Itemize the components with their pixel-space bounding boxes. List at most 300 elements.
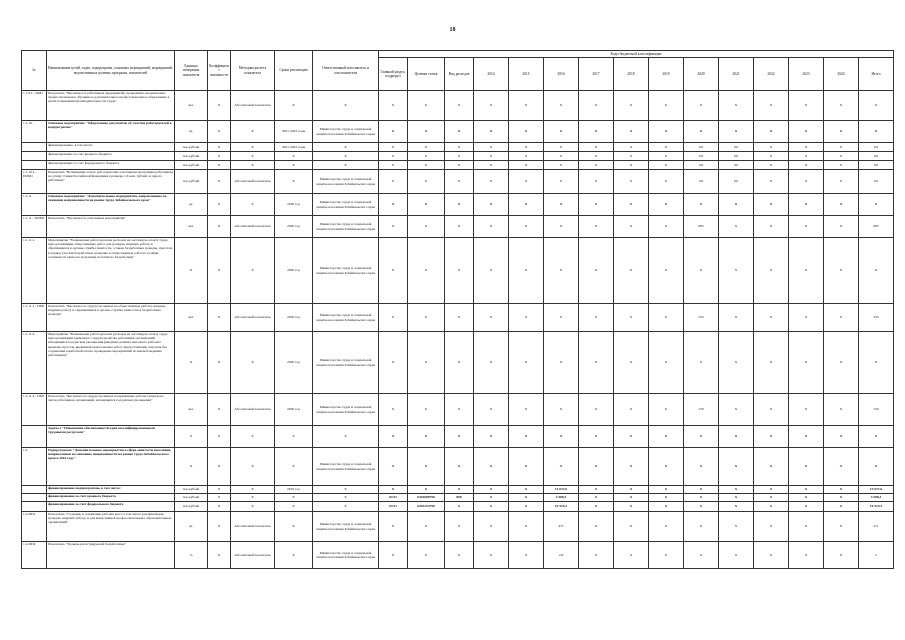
row-cell: X bbox=[379, 152, 408, 161]
row-cell: X bbox=[754, 194, 789, 216]
row-cell: X bbox=[231, 152, 275, 161]
row-cell: X bbox=[754, 486, 789, 494]
row-cell: X bbox=[313, 494, 379, 502]
row-cell: X bbox=[445, 238, 474, 304]
row-cell: X bbox=[275, 91, 313, 121]
header-method: Методика расчета показателя bbox=[231, 51, 275, 91]
row-cell: X bbox=[824, 152, 859, 161]
row-cell: X bbox=[684, 486, 719, 494]
header-year: 2018 bbox=[614, 58, 649, 91]
row-cell: 2020 год bbox=[275, 216, 313, 238]
row-cell: X bbox=[445, 512, 474, 542]
row-cell: X bbox=[474, 394, 509, 426]
row-cell: X bbox=[649, 170, 684, 194]
row-cell: X bbox=[313, 161, 379, 170]
row-cell: X bbox=[544, 448, 579, 486]
row-cell: 0,0 bbox=[719, 170, 754, 194]
row-cell: X bbox=[824, 542, 859, 569]
row-cell: 2020 год bbox=[275, 332, 313, 394]
row-cell: X bbox=[445, 170, 474, 194]
row-cell: чел. bbox=[175, 91, 208, 121]
row-cell: X bbox=[789, 194, 824, 216]
row-cell: X bbox=[579, 448, 614, 486]
row-cell: 4 508,3 bbox=[544, 494, 579, 502]
row-cell: X bbox=[208, 194, 231, 216]
row-cell: X bbox=[275, 448, 313, 486]
row-cell: X bbox=[754, 238, 789, 304]
row-cell: X bbox=[754, 394, 789, 426]
row-number bbox=[22, 502, 47, 512]
row-cell: X bbox=[509, 216, 544, 238]
row-name: Основное мероприятие "Оформление документов об участии работодателей в подпрограмме" bbox=[47, 121, 175, 143]
row-cell: X bbox=[379, 238, 408, 304]
row-cell: X bbox=[509, 502, 544, 512]
row-cell: X bbox=[754, 304, 789, 332]
row-name: финансирование, в том числе: bbox=[47, 143, 175, 152]
row-cell: X bbox=[789, 494, 824, 502]
row-cell: X bbox=[509, 512, 544, 542]
row-cell: X bbox=[379, 161, 408, 170]
row-cell: 0,0 bbox=[859, 152, 894, 161]
row-cell: X bbox=[859, 448, 894, 486]
row-cell: X bbox=[824, 143, 859, 152]
row-cell: X bbox=[445, 542, 474, 569]
row-cell: X bbox=[719, 426, 754, 448]
row-cell: 04 01 bbox=[379, 494, 408, 502]
table-row bbox=[22, 216, 894, 238]
row-number: 1.1.11.1.- ПМ1 bbox=[22, 304, 47, 332]
row-cell: X bbox=[231, 486, 275, 494]
table-row bbox=[22, 394, 894, 426]
row-cell: X bbox=[824, 494, 859, 502]
row-cell: X bbox=[649, 91, 684, 121]
row-cell: X bbox=[175, 238, 208, 304]
row-cell: X bbox=[649, 486, 684, 494]
header-responsible: Ответственный исполнитель и соисполнители bbox=[313, 51, 379, 91]
row-cell: X bbox=[509, 152, 544, 161]
row-number bbox=[22, 486, 47, 494]
row-cell: X bbox=[649, 332, 684, 394]
row-cell: X bbox=[379, 448, 408, 486]
row-cell: X bbox=[579, 216, 614, 238]
row-cell: X bbox=[208, 304, 231, 332]
row-cell: X bbox=[408, 542, 445, 569]
row-cell: X bbox=[231, 143, 275, 152]
row-cell: 2016 год bbox=[275, 486, 313, 494]
row-cell: X bbox=[445, 304, 474, 332]
row-name: Показатель "Возмещение затрат работодателям участникам программы работникам на сумму ставки Российской Федерации в размере 1,6 млн. рублей за одного работника" bbox=[47, 170, 175, 194]
row-cell: тыс.рублей bbox=[175, 494, 208, 502]
row-cell: 2,6 bbox=[544, 542, 579, 569]
row-name: Задача 2 "Повышение обеспеченности края квалифицированными трудовыми ресурсами" bbox=[47, 426, 175, 448]
header-no: № bbox=[22, 51, 47, 91]
row-cell: X bbox=[544, 304, 579, 332]
row-cell: X bbox=[824, 448, 859, 486]
row-cell: X bbox=[408, 426, 445, 448]
row-cell: X bbox=[579, 426, 614, 448]
row-name: Показатель "Создание и оснащение рабочих мест, в том числе для инвалидов, граждан, ищущих работу, и для выпускников профессиональных образовательных организаций" bbox=[47, 512, 175, 542]
row-cell: X bbox=[509, 161, 544, 170]
header-year: 2016 bbox=[544, 58, 579, 91]
row-cell: X bbox=[754, 152, 789, 161]
row-cell: X bbox=[824, 216, 859, 238]
row-cell: 2020 год bbox=[275, 304, 313, 332]
row-cell: Абсолютный показатель bbox=[231, 542, 275, 569]
row-cell: X bbox=[509, 91, 544, 121]
row-cell: X bbox=[231, 121, 275, 143]
row-cell: X bbox=[208, 426, 231, 448]
header-year: 2019 bbox=[649, 58, 684, 91]
row-cell: X bbox=[313, 426, 379, 448]
row-cell: X bbox=[175, 332, 208, 394]
table-row bbox=[22, 152, 894, 161]
row-cell: Министерство труда и социальной защиты населения Забайкальского края bbox=[313, 394, 379, 426]
row-cell: X bbox=[614, 448, 649, 486]
row-cell: X bbox=[684, 121, 719, 143]
row-cell: X bbox=[649, 512, 684, 542]
row-cell: X bbox=[754, 448, 789, 486]
row-cell: X bbox=[445, 394, 474, 426]
row-cell: X bbox=[408, 194, 445, 216]
row-cell: X bbox=[408, 161, 445, 170]
row-cell: X bbox=[579, 238, 614, 304]
row-cell: X bbox=[275, 426, 313, 448]
table-row bbox=[22, 502, 894, 512]
row-cell: X bbox=[208, 542, 231, 569]
row-cell: X bbox=[408, 91, 445, 121]
row-name: Показатель "Численность трудоустроенных на временные работы граждан из числа работников организаций, находящихся под риском увольнения" bbox=[47, 394, 175, 426]
row-cell: X bbox=[408, 332, 445, 394]
row-cell: чел. bbox=[175, 394, 208, 426]
row-cell: X bbox=[754, 91, 789, 121]
row-cell: X bbox=[474, 494, 509, 502]
table-row bbox=[22, 143, 894, 152]
row-cell: X bbox=[859, 121, 894, 143]
table-row bbox=[22, 512, 894, 542]
row-cell: X bbox=[824, 161, 859, 170]
row-cell: X bbox=[445, 161, 474, 170]
row-cell: 0410000790 bbox=[408, 494, 445, 502]
table-row bbox=[22, 304, 894, 332]
row-name: финансирование за счет краевого бюджета bbox=[47, 152, 175, 161]
row-cell: 535 bbox=[859, 304, 894, 332]
row-cell: X bbox=[719, 486, 754, 494]
row-cell: X bbox=[719, 91, 754, 121]
row-cell: X bbox=[789, 426, 824, 448]
row-cell: 2021-2022 годы bbox=[275, 121, 313, 143]
row-cell: X bbox=[408, 394, 445, 426]
row-cell: X bbox=[859, 194, 894, 216]
row-cell: 150 bbox=[859, 394, 894, 426]
row-cell: 2 bbox=[859, 542, 894, 569]
row-cell: X bbox=[719, 238, 754, 304]
header-year: 2015 bbox=[509, 58, 544, 91]
row-cell: X bbox=[231, 494, 275, 502]
row-cell: X bbox=[231, 502, 275, 512]
table-row bbox=[22, 448, 894, 486]
row-cell: X bbox=[474, 216, 509, 238]
row-cell: X bbox=[684, 426, 719, 448]
table-row bbox=[22, 194, 894, 216]
row-cell: X bbox=[649, 494, 684, 502]
row-cell: X bbox=[379, 332, 408, 394]
header-term: Сроки реализации bbox=[275, 51, 313, 91]
row-number: 1.2-ПП1 bbox=[22, 512, 47, 542]
row-number: 1.1.11.2.- ПМ1 bbox=[22, 394, 47, 426]
row-cell: X bbox=[544, 238, 579, 304]
row-cell: Министерство труда и социальной защиты населения Забайкальского края bbox=[313, 448, 379, 486]
row-cell: X bbox=[445, 121, 474, 143]
row-cell: 04 01 bbox=[379, 502, 408, 512]
row-cell: X bbox=[789, 332, 824, 394]
row-cell: X bbox=[824, 91, 859, 121]
row-cell: 10 519,3 bbox=[544, 502, 579, 512]
row-cell: Министерство труда и социальной защиты населения Забайкальского края bbox=[313, 332, 379, 394]
row-name: Подпрограмма "Дополнительные мероприятия в сфере занятости населения, направленные на снижение напряженности на рынке труда Забайкальского края в 2016 году" bbox=[47, 448, 175, 486]
row-cell: X bbox=[231, 194, 275, 216]
row-cell: X bbox=[408, 143, 445, 152]
row-cell: Министерство труда и социальной защиты населения Забайкальского края bbox=[313, 170, 379, 194]
row-cell: X bbox=[579, 332, 614, 394]
row-cell: X bbox=[649, 161, 684, 170]
row-cell: X bbox=[719, 332, 754, 394]
row-cell: X bbox=[313, 91, 379, 121]
row-cell: X bbox=[474, 486, 509, 494]
row-cell: X bbox=[649, 448, 684, 486]
row-cell: X bbox=[445, 216, 474, 238]
row-cell: X bbox=[379, 91, 408, 121]
row-cell: X bbox=[379, 143, 408, 152]
row-cell: X bbox=[719, 448, 754, 486]
row-cell: X bbox=[649, 426, 684, 448]
row-cell: X bbox=[445, 332, 474, 394]
row-cell: ед. bbox=[175, 121, 208, 143]
row-cell: X bbox=[474, 152, 509, 161]
row-cell: X bbox=[379, 194, 408, 216]
row-cell: X bbox=[275, 494, 313, 502]
row-cell: X bbox=[684, 542, 719, 569]
row-cell: Абсолютный показатель bbox=[231, 91, 275, 121]
row-cell: X bbox=[509, 448, 544, 486]
row-cell: X bbox=[614, 161, 649, 170]
row-cell: X bbox=[649, 194, 684, 216]
program-table bbox=[21, 50, 894, 569]
row-cell: X bbox=[544, 332, 579, 394]
row-cell: X bbox=[544, 143, 579, 152]
row-cell: X bbox=[445, 143, 474, 152]
row-cell: X bbox=[824, 486, 859, 494]
row-cell: 0,0 bbox=[719, 143, 754, 152]
row-cell: 150 bbox=[684, 394, 719, 426]
row-cell: X bbox=[474, 304, 509, 332]
row-cell: X bbox=[579, 512, 614, 542]
row-name: Основное мероприятие "Дополнительные мероприятия, направленные на снижение напряженности на рынке труда Забайкальского края" bbox=[47, 194, 175, 216]
row-cell: X bbox=[544, 170, 579, 194]
row-cell: X bbox=[649, 542, 684, 569]
row-cell: Абсолютный показатель bbox=[231, 304, 275, 332]
row-cell: X bbox=[313, 502, 379, 512]
header-year: Итого bbox=[859, 58, 894, 91]
row-cell: X bbox=[509, 121, 544, 143]
row-cell: 0,0 bbox=[859, 143, 894, 152]
row-cell: X bbox=[509, 304, 544, 332]
row-cell: X bbox=[208, 170, 231, 194]
row-cell: X bbox=[544, 161, 579, 170]
header-year: 2021 bbox=[719, 58, 754, 91]
header-year: 2020 bbox=[684, 58, 719, 91]
row-cell: X bbox=[474, 238, 509, 304]
row-cell: X bbox=[208, 502, 231, 512]
row-cell: X bbox=[544, 91, 579, 121]
row-cell: X bbox=[474, 426, 509, 448]
row-cell: X bbox=[754, 502, 789, 512]
row-cell: X bbox=[789, 448, 824, 486]
row-cell: X bbox=[408, 512, 445, 542]
row-cell: 0,0 bbox=[684, 143, 719, 152]
row-cell: X bbox=[614, 170, 649, 194]
row-cell: X bbox=[649, 304, 684, 332]
row-cell: ед. bbox=[175, 512, 208, 542]
row-cell: X bbox=[445, 152, 474, 161]
row-cell: X bbox=[509, 143, 544, 152]
row-cell: X bbox=[754, 143, 789, 152]
row-cell: X bbox=[614, 91, 649, 121]
row-cell: X bbox=[474, 170, 509, 194]
row-cell: X bbox=[208, 512, 231, 542]
header-target: Целевая статья bbox=[408, 58, 445, 91]
row-cell: 2020 год bbox=[275, 394, 313, 426]
row-cell: Министерство труда и социальной защиты населения Забайкальского края bbox=[313, 542, 379, 569]
row-cell: X bbox=[509, 238, 544, 304]
row-cell: X bbox=[509, 494, 544, 502]
row-cell: X bbox=[175, 448, 208, 486]
row-cell: X bbox=[789, 170, 824, 194]
row-name: Показатель "Уровень регистрируемой безработицы" bbox=[47, 542, 175, 569]
row-cell: X bbox=[231, 426, 275, 448]
row-cell: X bbox=[579, 170, 614, 194]
table-row bbox=[22, 170, 894, 194]
row-cell: X bbox=[614, 486, 649, 494]
row-cell: X bbox=[684, 512, 719, 542]
row-cell: X bbox=[408, 216, 445, 238]
row-cell: 2021-2022 годы bbox=[275, 143, 313, 152]
row-cell: X bbox=[208, 332, 231, 394]
row-cell: X bbox=[649, 216, 684, 238]
row-cell: X bbox=[684, 494, 719, 502]
row-cell: 471 bbox=[544, 512, 579, 542]
row-cell: X bbox=[614, 542, 649, 569]
row-cell: X bbox=[474, 121, 509, 143]
row-cell: X bbox=[824, 502, 859, 512]
row-cell: X bbox=[684, 502, 719, 512]
row-cell: X bbox=[509, 486, 544, 494]
row-cell: X bbox=[614, 502, 649, 512]
row-cell: X bbox=[474, 512, 509, 542]
header-year: 2024 bbox=[824, 58, 859, 91]
table-row bbox=[22, 494, 894, 502]
row-cell: X bbox=[824, 121, 859, 143]
row-cell: 800 bbox=[445, 494, 474, 502]
row-cell: X bbox=[313, 152, 379, 161]
row-cell: X bbox=[275, 512, 313, 542]
row-cell: X bbox=[208, 121, 231, 143]
row-number: 1.1.10.1.- ПОМ1 bbox=[22, 170, 47, 194]
row-cell: 0,0 bbox=[684, 152, 719, 161]
row-cell: Абсолютный показатель bbox=[231, 170, 275, 194]
row-cell: X bbox=[175, 426, 208, 448]
row-cell: 535 bbox=[684, 304, 719, 332]
row-name: Мероприятие "Возмещение работодателям расходов на частичную оплату труда при организации временного трудоустройства работников организаций, находящихся под риском увольнения (введение режима неполного рабочего времени, простоя, временная приостановка работ, предоставление отпусков без сохранения заработной платы, проведение мероприятий по высвобождению работников)" bbox=[47, 332, 175, 394]
row-cell: X bbox=[684, 332, 719, 394]
row-cell: X bbox=[208, 91, 231, 121]
table-row bbox=[22, 542, 894, 569]
row-cell: X bbox=[614, 152, 649, 161]
row-cell: X bbox=[379, 486, 408, 494]
row-cell: X bbox=[614, 121, 649, 143]
row-cell: X bbox=[208, 152, 231, 161]
row-cell: X bbox=[408, 152, 445, 161]
row-cell: X bbox=[474, 542, 509, 569]
row-cell: X bbox=[789, 542, 824, 569]
row-cell: X bbox=[579, 152, 614, 161]
row-cell: X bbox=[544, 394, 579, 426]
header-unit: Единица измерения показателя bbox=[175, 51, 208, 91]
row-cell: % bbox=[175, 542, 208, 569]
row-cell: X bbox=[789, 512, 824, 542]
row-cell: X bbox=[231, 161, 275, 170]
row-cell: 0,0 bbox=[859, 161, 894, 170]
row-cell: X bbox=[544, 152, 579, 161]
row-cell: X bbox=[379, 394, 408, 426]
row-cell: X bbox=[824, 512, 859, 542]
header-chapter: Главный раздел, подраздел bbox=[379, 58, 408, 91]
row-cell: X bbox=[789, 486, 824, 494]
row-cell: X bbox=[544, 426, 579, 448]
row-cell: X bbox=[649, 502, 684, 512]
row-cell: X bbox=[275, 502, 313, 512]
row-cell: X bbox=[614, 143, 649, 152]
row-cell: X bbox=[313, 143, 379, 152]
row-cell: X bbox=[754, 332, 789, 394]
row-cell: X bbox=[649, 394, 684, 426]
row-cell: X bbox=[719, 194, 754, 216]
row-cell: чел. bbox=[175, 304, 208, 332]
row-cell: 0,0 bbox=[859, 170, 894, 194]
row-cell: X bbox=[824, 194, 859, 216]
row-cell: X bbox=[579, 542, 614, 569]
row-cell: X bbox=[754, 494, 789, 502]
row-cell: X bbox=[824, 332, 859, 394]
row-cell: Министерство труда и социальной защиты населения Забайкальского края bbox=[313, 512, 379, 542]
row-cell: X bbox=[379, 542, 408, 569]
row-cell: Министерство труда и социальной защиты населения Забайкальского края bbox=[313, 238, 379, 304]
row-cell: X bbox=[789, 394, 824, 426]
row-cell: X bbox=[754, 216, 789, 238]
row-cell: 4 508,3 bbox=[859, 494, 894, 502]
row-cell: X bbox=[614, 194, 649, 216]
row-cell: X bbox=[579, 121, 614, 143]
header-budget-codes: Коды бюджетной классификации bbox=[379, 51, 894, 58]
row-cell: X bbox=[649, 238, 684, 304]
table-row bbox=[22, 121, 894, 143]
row-cell: X bbox=[579, 194, 614, 216]
row-cell: X bbox=[719, 394, 754, 426]
row-cell: X bbox=[614, 238, 649, 304]
row-cell: X bbox=[445, 502, 474, 512]
row-cell: X bbox=[509, 542, 544, 569]
row-cell: X bbox=[789, 143, 824, 152]
row-cell: X bbox=[859, 332, 894, 394]
